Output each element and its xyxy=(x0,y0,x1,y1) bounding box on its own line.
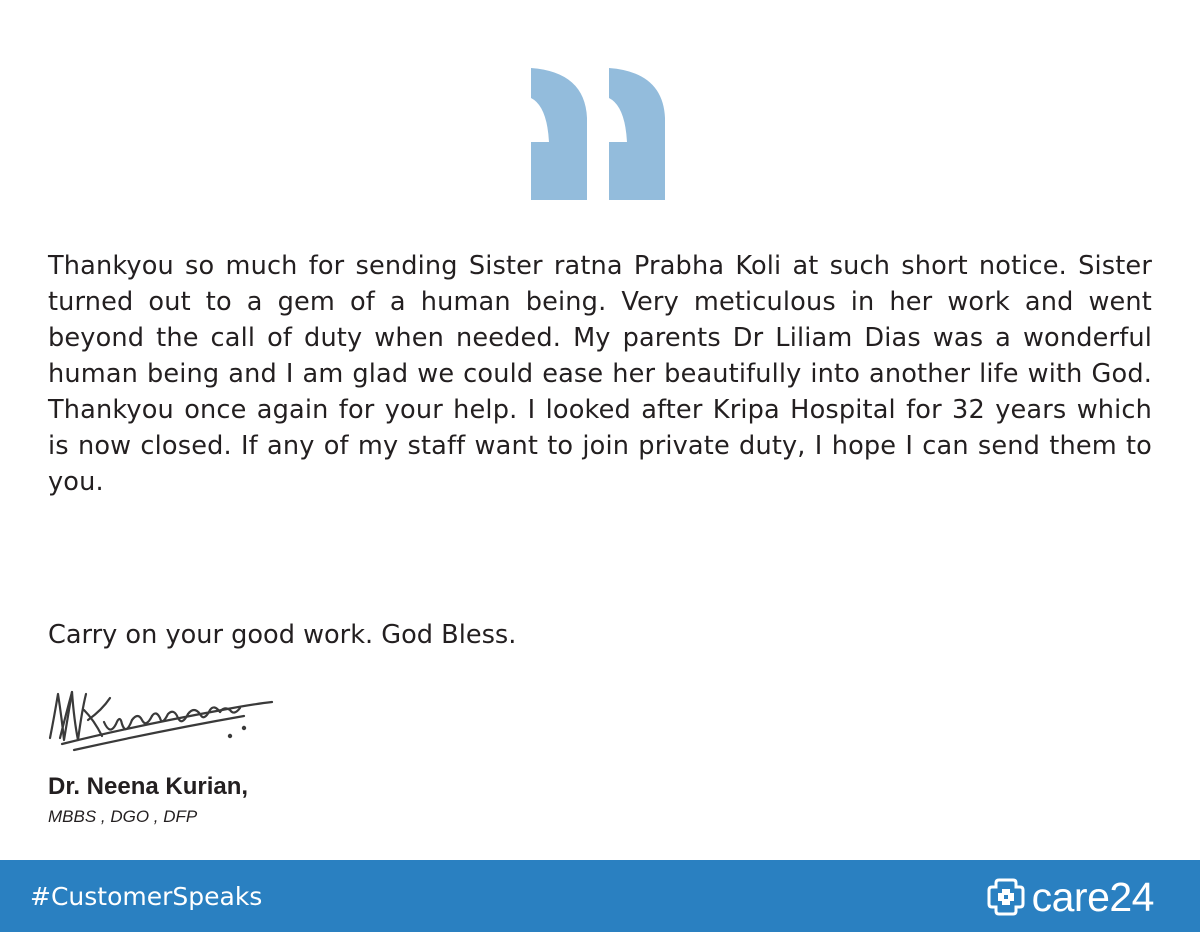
testimonial-body: Thankyou so much for sending Sister ratna Prabha Koli at such short notice. Sister turned out to a gem of a human being. Very meticulous in her work and went beyond the call of duty when needed. My parents Dr Liliam Dias was a wonderful human being and I am glad we could ease her beautifully into another life with God. Thankyou once again for your help. I looked after Kripa Hospital for 32 years which is now closed. If any of my staff want to join private duty, I hope I can send them to you. xyxy=(48,251,1152,497)
hashtag-label: #CustomerSpeaks xyxy=(30,882,263,911)
brand-logo xyxy=(986,876,1154,918)
brand-name: care24 xyxy=(1031,874,1154,920)
footer-banner xyxy=(0,860,1200,932)
closing-quote-icon xyxy=(527,68,669,200)
testimonial-closing: Carry on your good work. God Bless. xyxy=(48,620,517,650)
medical-cross-logo-icon xyxy=(986,877,1026,917)
author-credentials: MBBS , DGO , DFP xyxy=(48,807,198,826)
author-name: Dr. Neena Kurian, xyxy=(48,773,249,800)
signature-image xyxy=(44,680,280,760)
